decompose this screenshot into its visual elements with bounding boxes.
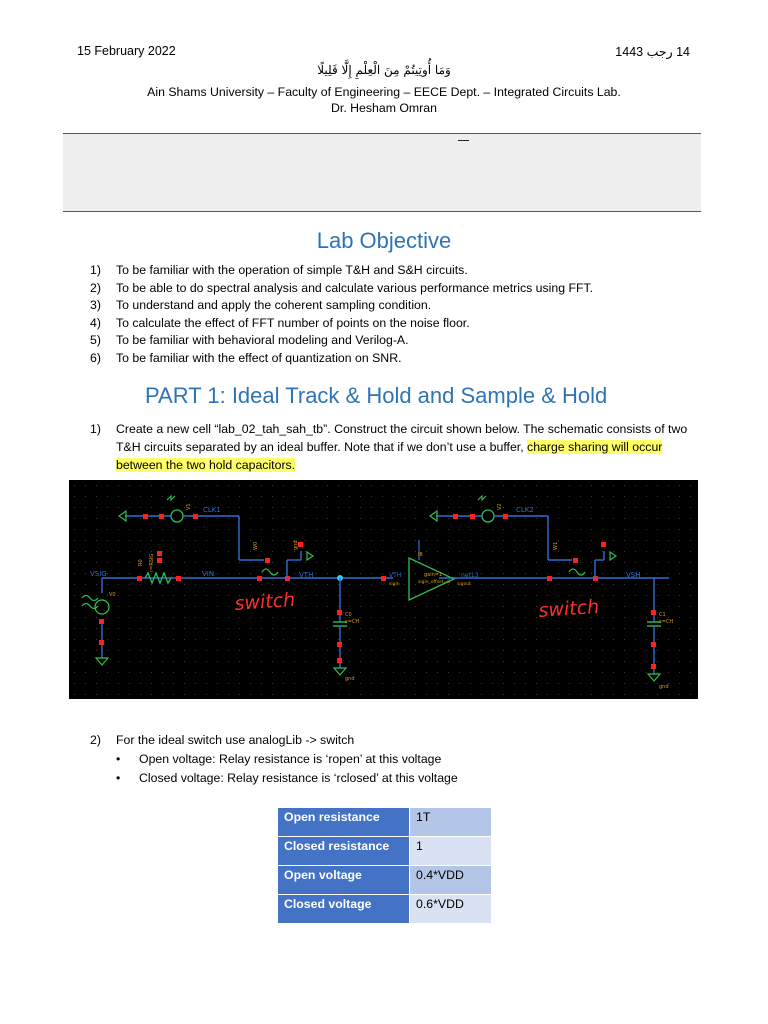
switch-annotation-1: switch xyxy=(233,588,296,615)
net-vsh-label: VSH xyxy=(626,571,641,579)
header-band xyxy=(63,133,701,212)
v0-label: V0 xyxy=(109,592,116,598)
sigin-label: sigin xyxy=(389,582,400,587)
list-item: 1) To be familiar with the operation of simple T&H and S&H circuits. xyxy=(90,263,468,277)
sigout-label: sigout xyxy=(457,582,471,587)
i8-label: I8 xyxy=(418,552,423,558)
part1-title: PART 1: Ideal Track & Hold and Sample & Hold xyxy=(145,383,608,408)
r0-label: R0 xyxy=(138,559,144,566)
w1-label: W1 xyxy=(553,541,559,550)
net-vin-label: VIN xyxy=(202,570,215,578)
gnd-label: gnd xyxy=(293,540,299,550)
c0-value-label: c=CH xyxy=(345,619,360,625)
list-item: 5) To be familiar with behavioral modeling and Verilog-A. xyxy=(90,333,409,348)
step2-paragraph: 2) For the ideal switch use analogLib -> switch • Open voltage: Relay resistance is ‘ropen’ at this voltage • Closed voltage: Relay resistance is ‘rclosed’ at this voltage xyxy=(90,731,690,788)
net-vth-label: VTH xyxy=(299,571,314,579)
c1-label: C1 xyxy=(659,612,666,618)
objective-list xyxy=(90,262,710,368)
objective-title: Lab Objective xyxy=(316,228,452,253)
table-row: Open resistance 1T xyxy=(278,808,492,837)
bullet-item: • Open voltage: Relay resistance is ‘ropen’ at this voltage xyxy=(90,750,690,769)
table-row: Closed voltage 0.6*VDD xyxy=(278,895,492,924)
hijri-date: 14 رجب 1443 xyxy=(615,45,690,59)
gnd2-label: gnd xyxy=(345,676,355,682)
c1-value-label: c=CH xyxy=(659,619,674,625)
gnd3-label: gnd xyxy=(659,684,669,690)
net-clk2-label: CLK2 xyxy=(516,506,534,514)
net-net13-label: net13 xyxy=(461,572,479,579)
quran-verse: وَمَا أُوتِيتُمْ مِنَ الْعِلْمِ إِلَّا قَلِيلًا xyxy=(317,63,451,77)
list-item: 2) To be able to do spectral analysis and calculate various performance metrics using FFT. xyxy=(90,280,594,295)
table-row: Open voltage 0.4*VDD xyxy=(278,866,492,895)
net-vth2-label: VTH xyxy=(389,572,402,579)
list-item: 3) To understand and apply the coherent sampling condition. xyxy=(90,298,432,313)
switch-annotation-2: switch xyxy=(537,595,600,622)
step1-paragraph: 1) Create a new cell “lab_02_tah_sah_tb”. Construct the circuit shown below. The schematic consists of two T&H circuits separated by an ideal buffer. Note that if we don’t use a buffer, charge sharing will occur between the two hold capacitors. xyxy=(90,422,688,472)
v1-label: V1 xyxy=(186,503,192,510)
step1-text: Create a new cell “lab_02_tah_sah_tb”. Construct the circuit shown below. The schematic consists of two T&H circuits separated by an ideal buffer. Note that if we don’t use a buffer, xyxy=(116,422,688,454)
step1-highlight: charge sharing will occur between the two hold capacitors. xyxy=(116,440,663,472)
switch-parameters-table xyxy=(277,807,492,924)
w0-label: W0 xyxy=(253,541,259,550)
r-value-label: r=RSIG xyxy=(149,553,155,572)
net-clk1-label: CLK1 xyxy=(203,506,221,514)
list-item: 6) To be familiar with the effect of quantization on SNR. xyxy=(90,350,402,365)
band-dash xyxy=(458,140,469,141)
table-row: Closed resistance 1 xyxy=(278,837,492,866)
university-line: Ain Shams University – Faculty of Engineering – EECE Dept. – Integrated Circuits Lab. xyxy=(147,85,621,99)
schematic-image xyxy=(69,480,698,699)
offset-label: sigin_offset=0 xyxy=(418,580,451,585)
v2-label: V2 xyxy=(497,503,503,510)
bullet-item: • Closed voltage: Relay resistance is ‘rclosed’ at this voltage xyxy=(90,769,690,788)
net-vsig-label: VSIG xyxy=(90,570,107,578)
list-item: 4) To calculate the effect of FFT number of points on the noise floor. xyxy=(90,315,470,330)
c0-label: C0 xyxy=(345,612,352,618)
professor-name: Dr. Hesham Omran xyxy=(331,101,437,115)
gain-label: gain=1 xyxy=(424,572,443,578)
document-date: 15 February 2022 xyxy=(77,44,176,58)
